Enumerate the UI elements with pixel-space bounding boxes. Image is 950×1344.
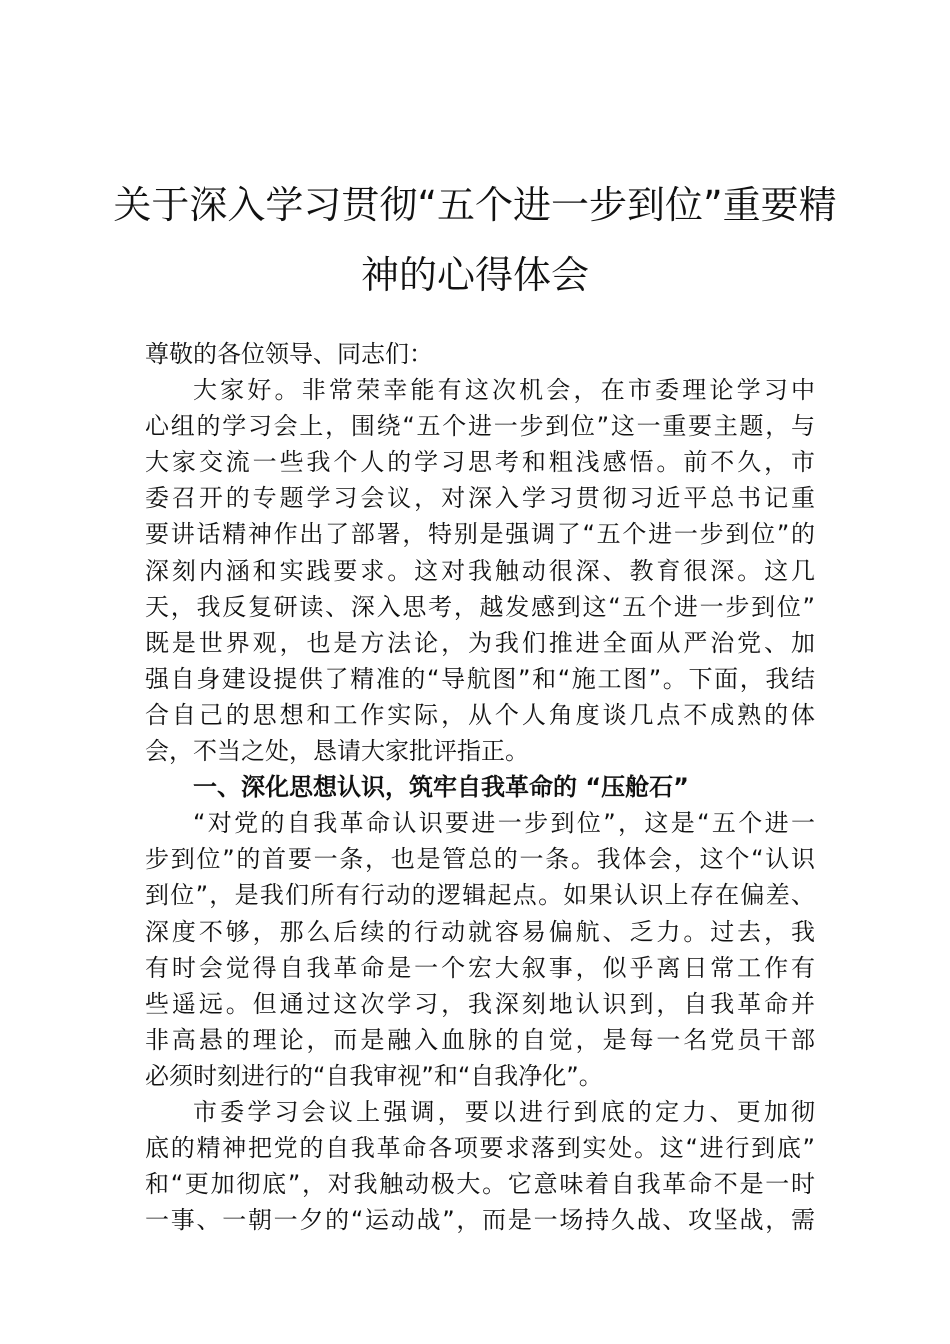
text-line: 天，我反复研读、深入思考，越发感到这“五个进一步到位” [145, 592, 815, 621]
text-line: 大家交流一些我个人的学习思考和粗浅感悟。前不久，市 [145, 448, 815, 477]
text-line: 非高悬的理论，而是融入血脉的自觉，是每一名党员干部 [145, 1025, 815, 1054]
text-line: 和“更加彻底”，对我触动极大。它意味着自我革命不是一时 [145, 1170, 815, 1199]
text-line: 必须时刻进行的“自我审视”和“自我净化”。 [145, 1061, 603, 1090]
text-line: 委召开的专题学习会议，对深入学习贯彻习近平总书记重 [145, 484, 815, 513]
text-line: 心组的学习会上，围绕“五个进一步到位”这一重要主题，与 [145, 412, 815, 441]
text-line: 步到位”的首要一条，也是管总的一条。我体会，这个“认识 [145, 845, 815, 874]
text-line: 要讲话精神作出了部署，特别是强调了“五个进一步到位”的 [145, 520, 815, 549]
text-line: 一事、一朝一夕的“运动战”，而是一场持久战、攻坚战，需 [145, 1206, 815, 1235]
text-line: 到位”，是我们所有行动的逻辑起点。如果认识上存在偏差、 [145, 881, 815, 910]
document-title [100, 170, 850, 310]
text-line: “对党的自我革命认识要进一步到位”，这是“五个进一 [193, 809, 815, 838]
text-line: 会，不当之处，恳请大家批评指正。 [145, 737, 529, 766]
document-body [145, 336, 815, 1238]
text-line: 合自己的思想和工作实际，从个人角度谈几点不成熟的体 [145, 700, 815, 729]
title-line-2: 神的心得体会 [360, 253, 589, 297]
text-line: 深度不够，那么后续的行动就容易偏航、乏力。过去，我 [145, 917, 815, 946]
text-line: 既是世界观，也是方法论，为我们推进全面从严治党、加 [145, 628, 815, 657]
salutation: 尊敬的各位领导、同志们： [145, 340, 433, 368]
text-line: 底的精神把党的自我革命各项要求落到实处。这“进行到底” [145, 1134, 815, 1163]
text-line: 些遥远。但通过这次学习，我深刻地认识到，自我革命并 [145, 989, 815, 1018]
text-line: 有时会觉得自我革命是一个宏大叙事，似乎离日常工作有 [145, 953, 815, 982]
text-line: 大家好。非常荣幸能有这次机会，在市委理论学习中 [193, 376, 815, 405]
section-heading: 一、深化思想认识，筑牢自我革命的 “压舱石” [193, 773, 689, 802]
title-line-1: 关于深入学习贯彻“五个进一步到位”重要精 [113, 183, 837, 227]
text-line: 市委学习会议上强调，要以进行到底的定力、更加彻 [193, 1097, 815, 1126]
text-line: 深刻内涵和实践要求。这对我触动很深、教育很深。这几 [145, 556, 815, 585]
text-line: 强自身建设提供了精准的“导航图”和“施工图”。下面，我结 [145, 664, 815, 693]
